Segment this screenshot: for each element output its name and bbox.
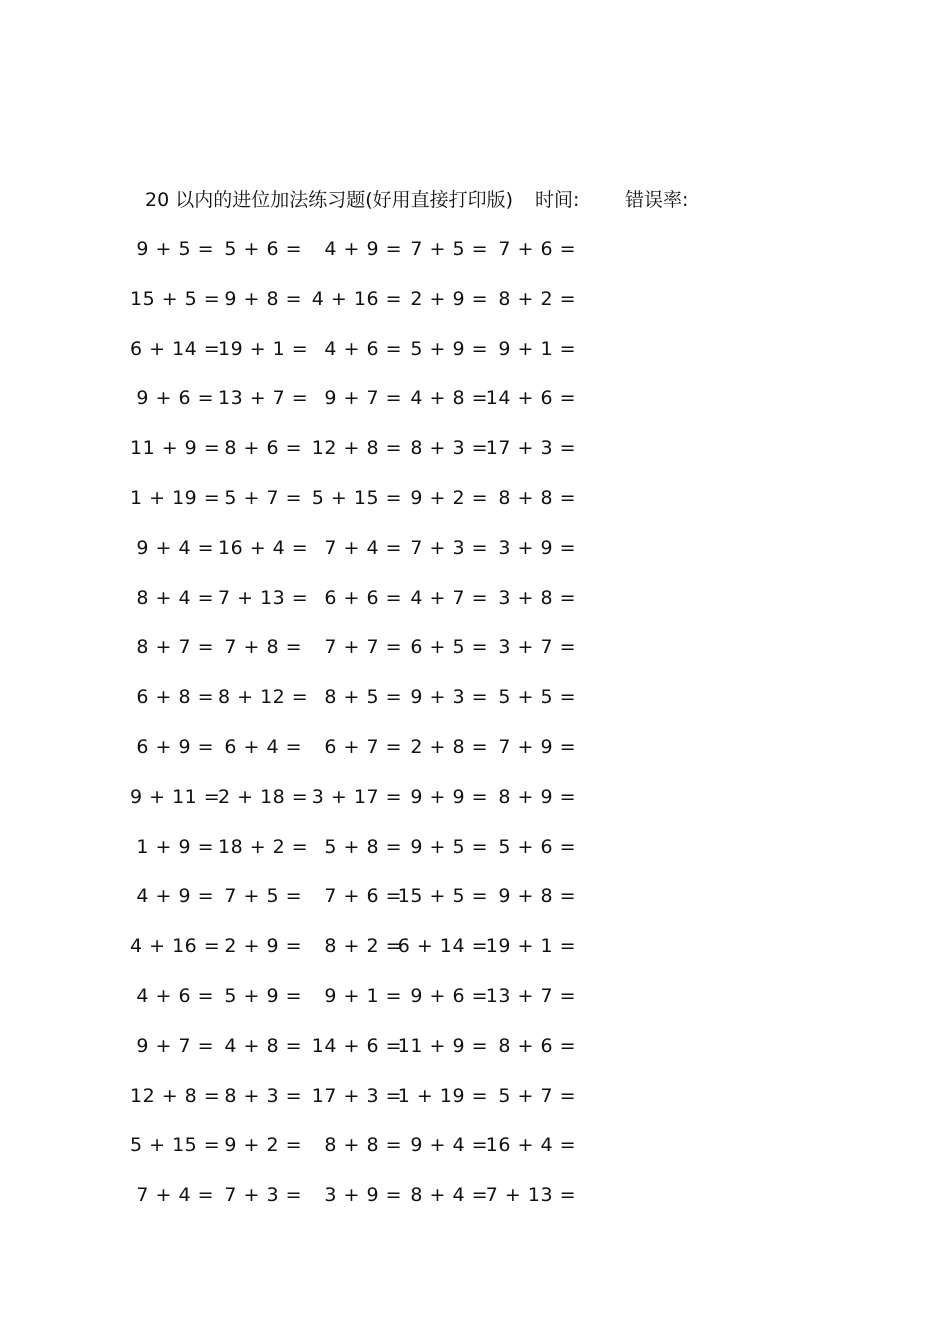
- addition-problem: 5 + 7 =: [498, 1084, 576, 1107]
- problem-row: [0, 833, 950, 883]
- addition-problem: 2 + 18 =: [218, 785, 309, 808]
- addition-problem: 14 + 6 =: [485, 387, 576, 410]
- problem-row: [0, 534, 950, 584]
- addition-problem: 5 + 9 =: [410, 337, 488, 360]
- addition-problem: 7 + 13 =: [218, 586, 309, 609]
- addition-problem: 7 + 4 =: [136, 1184, 214, 1207]
- problem-row: [0, 235, 950, 285]
- addition-problem: 9 + 9 =: [410, 785, 488, 808]
- addition-problem: 8 + 8 =: [498, 486, 576, 509]
- problem-row: [0, 1032, 950, 1082]
- error-rate-label: 错误率:: [625, 189, 689, 211]
- addition-problem: 15 + 5 =: [130, 287, 221, 310]
- problem-row: [0, 633, 950, 683]
- addition-problem: 5 + 5 =: [498, 686, 576, 709]
- problem-row: [0, 434, 950, 484]
- addition-problem: 15 + 5 =: [397, 885, 488, 908]
- addition-problem: 4 + 16 =: [130, 935, 221, 958]
- addition-problem: 6 + 9 =: [136, 735, 214, 758]
- addition-problem: 14 + 6 =: [311, 1034, 402, 1057]
- addition-problem: 8 + 6 =: [498, 1034, 576, 1057]
- addition-problem: 8 + 2 =: [324, 935, 402, 958]
- addition-problem: 11 + 9 =: [397, 1034, 488, 1057]
- addition-problem: 9 + 8 =: [498, 885, 576, 908]
- problem-row: [0, 1181, 950, 1231]
- addition-problem: 2 + 8 =: [410, 735, 488, 758]
- addition-problem: 3 + 9 =: [324, 1184, 402, 1207]
- addition-problem: 4 + 6 =: [324, 337, 402, 360]
- problem-row: [0, 1131, 950, 1181]
- problem-row: [0, 1082, 950, 1132]
- addition-problem: 4 + 8 =: [410, 387, 488, 410]
- addition-problem: 7 + 5 =: [410, 238, 488, 260]
- problem-grid: [0, 235, 950, 1231]
- addition-problem: 7 + 3 =: [224, 1184, 302, 1207]
- addition-problem: 4 + 9 =: [324, 238, 402, 260]
- addition-problem: 6 + 14 =: [397, 935, 488, 958]
- addition-problem: 9 + 6 =: [136, 387, 214, 410]
- addition-problem: 9 + 4 =: [136, 536, 214, 559]
- addition-problem: 16 + 4 =: [485, 1134, 576, 1157]
- addition-problem: 5 + 7 =: [224, 486, 302, 509]
- addition-problem: 4 + 9 =: [136, 885, 214, 908]
- addition-problem: 3 + 9 =: [498, 536, 576, 559]
- addition-problem: 3 + 7 =: [498, 636, 576, 659]
- addition-problem: 7 + 8 =: [224, 636, 302, 659]
- addition-problem: 4 + 8 =: [224, 1034, 302, 1057]
- problem-row: [0, 384, 950, 434]
- addition-problem: 3 + 8 =: [498, 586, 576, 609]
- addition-problem: 7 + 9 =: [498, 735, 576, 758]
- addition-problem: 6 + 6 =: [324, 586, 402, 609]
- addition-problem: 6 + 7 =: [324, 735, 402, 758]
- addition-problem: 1 + 19 =: [130, 486, 221, 509]
- addition-problem: 4 + 6 =: [136, 984, 214, 1007]
- addition-problem: 7 + 13 =: [485, 1184, 576, 1207]
- problem-row: [0, 783, 950, 833]
- addition-problem: 9 + 7 =: [324, 387, 402, 410]
- addition-problem: 9 + 8 =: [224, 287, 302, 310]
- addition-problem: 8 + 3 =: [224, 1084, 302, 1107]
- addition-problem: 5 + 15 =: [130, 1134, 221, 1157]
- addition-problem: 5 + 15 =: [311, 486, 402, 509]
- addition-problem: 9 + 3 =: [410, 686, 488, 709]
- addition-problem: 7 + 3 =: [410, 536, 488, 559]
- addition-problem: 8 + 4 =: [136, 586, 214, 609]
- addition-problem: 9 + 1 =: [498, 337, 576, 360]
- addition-problem: 4 + 16 =: [311, 287, 402, 310]
- addition-problem: 8 + 9 =: [498, 785, 576, 808]
- addition-problem: 9 + 5 =: [410, 835, 488, 858]
- addition-problem: 8 + 4 =: [410, 1184, 488, 1207]
- addition-problem: 8 + 2 =: [498, 287, 576, 310]
- addition-problem: 5 + 8 =: [324, 835, 402, 858]
- addition-problem: 1 + 9 =: [136, 835, 214, 858]
- problem-row: [0, 285, 950, 335]
- addition-problem: 7 + 6 =: [498, 238, 576, 260]
- addition-problem: 9 + 1 =: [324, 984, 402, 1007]
- addition-problem: 4 + 7 =: [410, 586, 488, 609]
- problem-row: [0, 733, 950, 783]
- addition-problem: 9 + 2 =: [224, 1134, 302, 1157]
- addition-problem: 19 + 1 =: [485, 935, 576, 958]
- addition-problem: 9 + 7 =: [136, 1034, 214, 1057]
- addition-problem: 16 + 4 =: [218, 536, 309, 559]
- addition-problem: 19 + 1 =: [218, 337, 309, 360]
- addition-problem: 13 + 7 =: [218, 387, 309, 410]
- addition-problem: 6 + 14 =: [130, 337, 221, 360]
- addition-problem: 13 + 7 =: [485, 984, 576, 1007]
- problem-row: [0, 882, 950, 932]
- worksheet-title: 20 以内的进位加法练习题(好用直接打印版): [145, 189, 514, 211]
- addition-problem: 9 + 11 =: [130, 785, 221, 808]
- addition-problem: 9 + 2 =: [410, 486, 488, 509]
- addition-problem: 12 + 8 =: [130, 1084, 221, 1107]
- addition-problem: 7 + 6 =: [324, 885, 402, 908]
- problem-row: [0, 584, 950, 634]
- addition-problem: 9 + 6 =: [410, 984, 488, 1007]
- addition-problem: 7 + 7 =: [324, 636, 402, 659]
- problem-row: [0, 335, 950, 385]
- addition-problem: 5 + 6 =: [224, 238, 302, 260]
- problem-row: [0, 683, 950, 733]
- addition-problem: 1 + 19 =: [397, 1084, 488, 1107]
- problem-row: [0, 484, 950, 534]
- addition-problem: 6 + 4 =: [224, 735, 302, 758]
- addition-problem: 7 + 4 =: [324, 536, 402, 559]
- addition-problem: 9 + 5 =: [136, 238, 214, 260]
- addition-problem: 8 + 3 =: [410, 437, 488, 460]
- problem-row: [0, 932, 950, 982]
- addition-problem: 7 + 5 =: [224, 885, 302, 908]
- addition-problem: 11 + 9 =: [130, 437, 221, 460]
- time-label: 时间:: [535, 189, 580, 211]
- addition-problem: 3 + 17 =: [311, 785, 402, 808]
- addition-problem: 8 + 5 =: [324, 686, 402, 709]
- addition-problem: 6 + 8 =: [136, 686, 214, 709]
- addition-problem: 2 + 9 =: [224, 935, 302, 958]
- addition-problem: 9 + 4 =: [410, 1134, 488, 1157]
- addition-problem: 8 + 7 =: [136, 636, 214, 659]
- addition-problem: 8 + 6 =: [224, 437, 302, 460]
- addition-problem: 12 + 8 =: [311, 437, 402, 460]
- addition-problem: 5 + 6 =: [498, 835, 576, 858]
- addition-problem: 6 + 5 =: [410, 636, 488, 659]
- addition-problem: 8 + 8 =: [324, 1134, 402, 1157]
- addition-problem: 8 + 12 =: [218, 686, 309, 709]
- addition-problem: 17 + 3 =: [485, 437, 576, 460]
- addition-problem: 2 + 9 =: [410, 287, 488, 310]
- addition-problem: 17 + 3 =: [311, 1084, 402, 1107]
- problem-row: [0, 982, 950, 1032]
- addition-problem: 5 + 9 =: [224, 984, 302, 1007]
- addition-problem: 18 + 2 =: [218, 835, 309, 858]
